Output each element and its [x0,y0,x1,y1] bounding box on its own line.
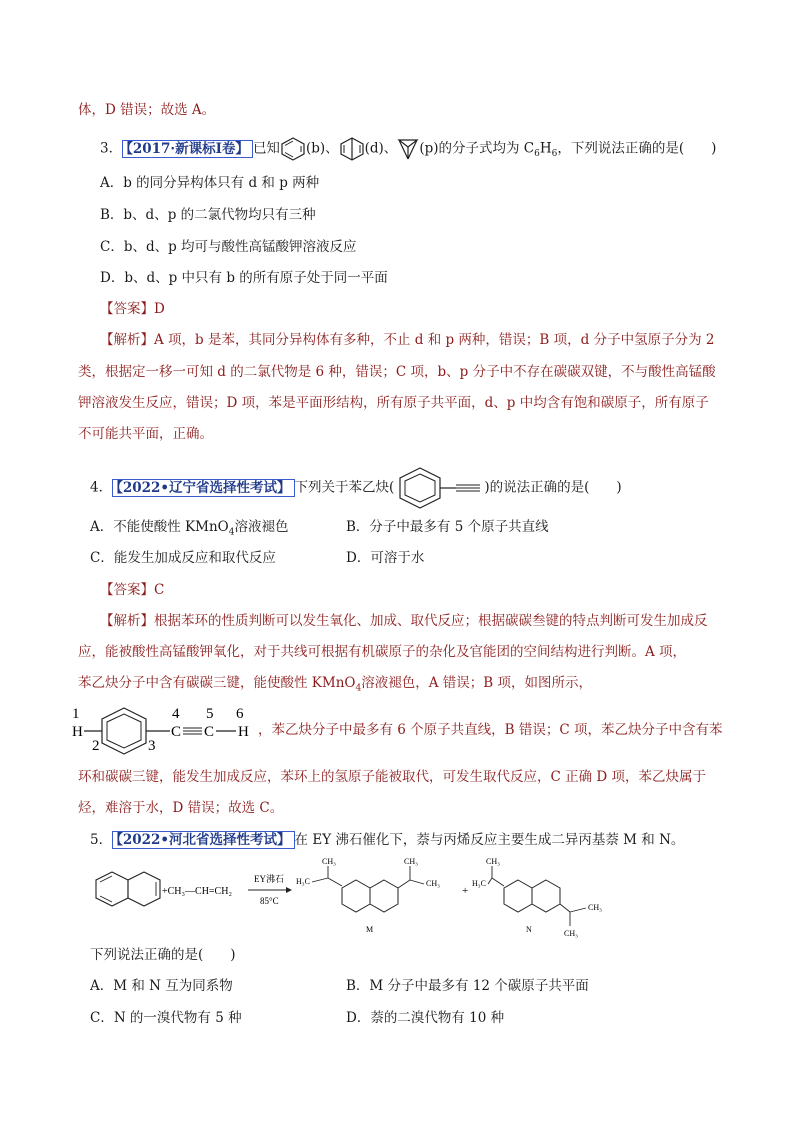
product-n-structure [472,857,602,938]
svg-text:H₃C: H₃C [472,879,486,888]
q3-analysis-1: 【解析】A 项，b 是苯，其同分异构体有多种，不止 d 和 p 两种，错误；B 项，d 分子中氢原子分为 2 [100,332,715,348]
q5-source-badge: 【2022•河北省选择性考试】 [112,831,294,849]
svg-text:H₃C: H₃C [296,877,310,886]
label-m: M [366,925,374,934]
q5-option-a: A．M 和 N 互为同系物 [90,978,233,994]
benzene-structure-b [280,137,306,161]
svg-text:CH₃: CH₃ [426,879,440,888]
dewar-benzene-structure-d [339,137,365,161]
q4-analysis-5: 环和碳碳三键，能发生加成反应，苯环上的氢原子能被取代，可发生取代反应，C 正确 D 项，苯乙炔属于 [78,769,707,785]
svg-text:CH₃: CH₃ [322,857,336,866]
atom-c-4: C [171,724,182,740]
svg-text:+: + [462,885,469,897]
atom-number-5: 5 [206,706,214,722]
q4-analysis-4: ，苯乙炔分子中最多有 6 个原子共直线，B 错误；C 项，苯乙炔分子中含有苯 [258,722,723,738]
numbered-phenylacetylene-diagram [70,702,260,758]
q3-analysis-3: 钾溶液发生反应，错误；D 项，苯是平面形结构，所有原子共平面，d、p 中均含有饱和碳原子，所有原子 [78,395,709,411]
q5-option-d: D．萘的二溴代物有 10 种 [346,1010,505,1026]
q3-analysis-4: 不可能共平面，正确。 [78,426,213,442]
label-n: N [526,925,532,934]
reaction-scheme [90,852,630,942]
q5-option-b: B．M 分子中最多有 12 个碳原子共平面 [346,978,589,994]
q3-stem: 3． 【2017·新课标Ⅰ卷】 已知 (b)、 (d)、 (p)的分子式均为 $C_6H_6$，下列说法正确的是( ) [100,137,716,164]
temperature-label: 85°C [260,896,279,906]
q4-analysis-2: 应，能被酸性高锰酸钾氧化，对于共线可根据有机碳原子的杂化及官能团的空间结构进行判断。A 项， [78,644,687,660]
svg-text:CH₃: CH₃ [486,857,500,866]
q3-option-b: B．b、d、p 的二氯代物均只有三种 [100,207,316,223]
naphthalene-structure [96,872,160,906]
propene-reagent: +CH₃—CH=CH₂ [162,886,232,897]
svg-text:CH₃: CH₃ [588,903,602,912]
q3-option-a: A．b 的同分异构体只有 d 和 p 两种 [100,175,320,191]
product-m-structure [296,857,440,934]
q4-analysis-3: 苯乙炔分子中含有碳碳三键，能使酸性 KMnO$_4$溶液褪色，A 错误；B 项，如图所示， [78,675,592,694]
q5-option-c: C．N 的一溴代物有 5 种 [90,1010,242,1026]
svg-text:CH₃: CH₃ [564,929,578,938]
continuation-line: 体，D 错误；故选 A。 [78,102,216,118]
atom-number-4: 4 [172,706,180,722]
q3-option-c: C．b、d、p 均可与酸性高锰酸钾溶液反应 [100,239,357,255]
atom-number-3: 3 [148,738,156,754]
q3-source-badge: 【2017·新课标Ⅰ卷】 [122,140,253,158]
q4-option-d: D．可溶于水 [346,550,425,566]
phenylacetylene-structure [394,466,484,510]
atom-number-2: 2 [92,738,100,754]
q4-source-badge: 【2022•辽宁省选择性考试】 [112,479,294,497]
q4-option-a: A．不能使酸性 KMnO$_4$溶液褪色 [90,519,289,538]
q4-analysis-1: 【解析】根据苯环的性质判断可以发生氧化、加成、取代反应；根据碳碳叁键的特点判断可发生加成反 [100,613,708,629]
q4-option-b: B．分子中最多有 5 个原子共直线 [346,519,549,535]
q4-answer: 【答案】C [100,582,165,598]
atom-number-1: 1 [72,706,80,722]
svg-text:CH₃: CH₃ [404,857,418,866]
atom-c-5: C [204,724,215,740]
prismane-structure-p [397,137,419,161]
q4-stem: 4． 【2022•辽宁省选择性考试】 下列关于苯乙炔( )的说法正确的是( ) [90,466,622,510]
q3-analysis-2: 类，根据定一移一可知 d 的二氯代物是 6 种，错误；C 项，b、p 分子中不存在碳碳双键，不与酸性高锰酸 [78,364,716,380]
q3-option-d: D．b、d、p 中只有 b 的所有原子处于同一平面 [100,270,388,286]
q5-stem: 5． 【2022•河北省选择性考试】 在 EY 沸石催化下，萘与丙烯反应主要生成二异丙基萘 M 和 N。 [90,832,685,848]
catalyst-label: EY沸石 [254,874,284,884]
q4-analysis-6: 烃，难溶于水，D 错误；故选 C。 [78,800,284,816]
atom-h-left: H [72,724,83,740]
q3-answer: 【答案】D [100,301,165,317]
q4-option-c: C．能发生加成反应和取代反应 [90,550,276,566]
atom-number-6: 6 [236,706,244,722]
q5-question: 下列说法正确的是( ) [90,947,236,963]
atom-h-right: H [238,724,249,740]
